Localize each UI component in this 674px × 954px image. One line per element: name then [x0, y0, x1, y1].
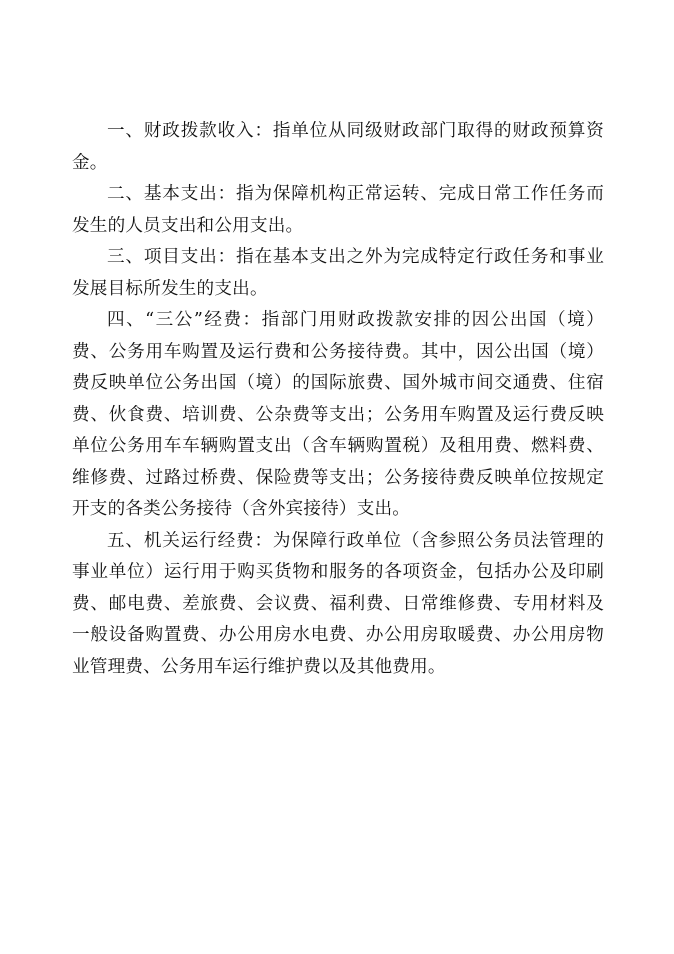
paragraph-project-expenditure: 三、项目支出：指在基本支出之外为完成特定行政任务和事业发展目标所发生的支出。 [72, 247, 604, 299]
paragraph-three-public-expenses: 四、“三公”经费：指部门用财政拨款安排的因公出国（境）费、公务用车购置及运行费和公务接待费。其中，因公出国（境）费反映单位公务出国（境）的国际旅费、国外城市间交通费、住宿费、伙食费、培训费、公杂费等支出；公务用车购置及运行费反映单位公务用车车辆购置支出（含车辆购置税）及租用费、燃料费、维修费、过路过桥费、保险费等支出；公务接待费反映单位按规定开支的各类公务接待（含外宾接待）支出。 [72, 310, 604, 519]
document-body [72, 116, 604, 683]
paragraph-agency-operating-expenses: 五、机关运行经费：为保障行政单位（含参照公务员法管理的事业单位）运行用于购买货物和服务的各项资金，包括办公及印刷费、邮电费、差旅费、会议费、福利费、日常维修费、专用材料及一般设备购置费、办公用房水电费、办公用房取暖费、办公用房物业管理费、公务用车运行维护费以及其他费用。 [72, 530, 604, 677]
paragraph-basic-expenditure: 二、基本支出：指为保障机构正常运转、完成日常工作任务而发生的人员支出和公用支出。 [72, 184, 604, 236]
paragraph-fiscal-appropriation-income: 一、财政拨款收入：指单位从同级财政部门取得的财政预算资金。 [72, 121, 604, 173]
